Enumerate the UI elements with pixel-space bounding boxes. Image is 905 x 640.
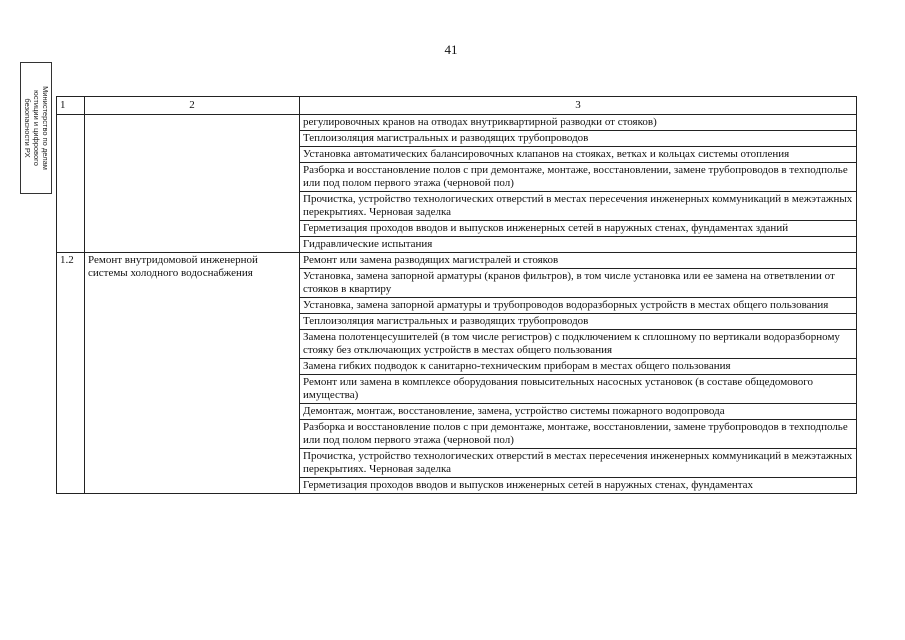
- work-item: Герметизация проходов вводов и выпусков инженерных сетей в наружных стенах, фундаментах: [300, 478, 857, 494]
- continued-title-cell: [85, 115, 300, 253]
- page-number: 41: [444, 42, 458, 57]
- work-item: Теплоизоляция магистральных и разводящих трубопроводов: [300, 314, 857, 330]
- work-item: регулировочных кранов на отводах внутриквартирной разводки от стояков): [300, 115, 857, 131]
- work-item: Разборка и восстановление полов с при демонтаже, монтаже, восстановлении, замене трубопроводов в техподполье или под полом первого этажа (черновой пол): [300, 420, 857, 449]
- works-table: [56, 96, 857, 494]
- work-item: Прочистка, устройство технологических отверстий в местах пересечения инженерных коммуникаций в межэтажных перекрытиях. Черновая заделка: [300, 192, 857, 221]
- work-item: Ремонт или замена разводящих магистралей и стояков: [300, 253, 857, 269]
- stamp-line: Министерство по делам: [41, 86, 50, 170]
- ministry-stamp: [20, 62, 52, 194]
- work-item: Замена гибких подводок к санитарно-техническим приборам в местах общего пользования: [300, 359, 857, 375]
- stamp-line: безопасности РХ: [23, 98, 32, 158]
- work-item: Гидравлические испытания: [300, 237, 857, 253]
- table-row: [57, 115, 857, 131]
- work-item: Герметизация проходов вводов и выпусков инженерных сетей в наружных стенах, фундаментах зданий: [300, 221, 857, 237]
- work-item: Ремонт или замена в комплексе оборудования повысительных насосных установок (в составе общедомового имущества): [300, 375, 857, 404]
- work-item: Теплоизоляция магистральных и разводящих трубопроводов: [300, 131, 857, 147]
- work-item: Установка автоматических балансировочных клапанов на стояках, ветках и кольцах системы отопления: [300, 147, 857, 163]
- work-item: Установка, замена запорной арматуры (кранов фильтров), в том числе установка или ее замена на ответвлении от стояков в квартиру: [300, 269, 857, 298]
- table-header-row: [57, 97, 857, 115]
- stamp-line: юстиции и цифрового: [32, 90, 41, 166]
- work-item: Замена полотенцесушителей (в том числе регистров) с подключением к сплошному по вертикали водоразборному стояку без отключающих устройств в местах общего пользования: [300, 330, 857, 359]
- column-header-3: 3: [300, 97, 857, 115]
- work-item: Установка, замена запорной арматуры и трубопроводов водоразборных устройств в местах общего пользования: [300, 298, 857, 314]
- section-title: Ремонт внутридомовой инженерной системы холодного водоснабжения: [85, 253, 300, 494]
- column-header-1: 1: [57, 97, 85, 115]
- section-number: 1.2: [57, 253, 85, 494]
- continued-number-cell: [57, 115, 85, 253]
- work-item: Прочистка, устройство технологических отверстий в местах пересечения инженерных коммуникаций в межэтажных перекрытиях. Черновая заделка: [300, 449, 857, 478]
- column-header-2: 2: [85, 97, 300, 115]
- work-item: Демонтаж, монтаж, восстановление, замена, устройство системы пожарного водопровода: [300, 404, 857, 420]
- table-row: [57, 253, 857, 269]
- work-item: Разборка и восстановление полов с при демонтаже, монтаже, восстановлении, замене трубопроводов в техподполье или под полом первого этажа (черновой пол): [300, 163, 857, 192]
